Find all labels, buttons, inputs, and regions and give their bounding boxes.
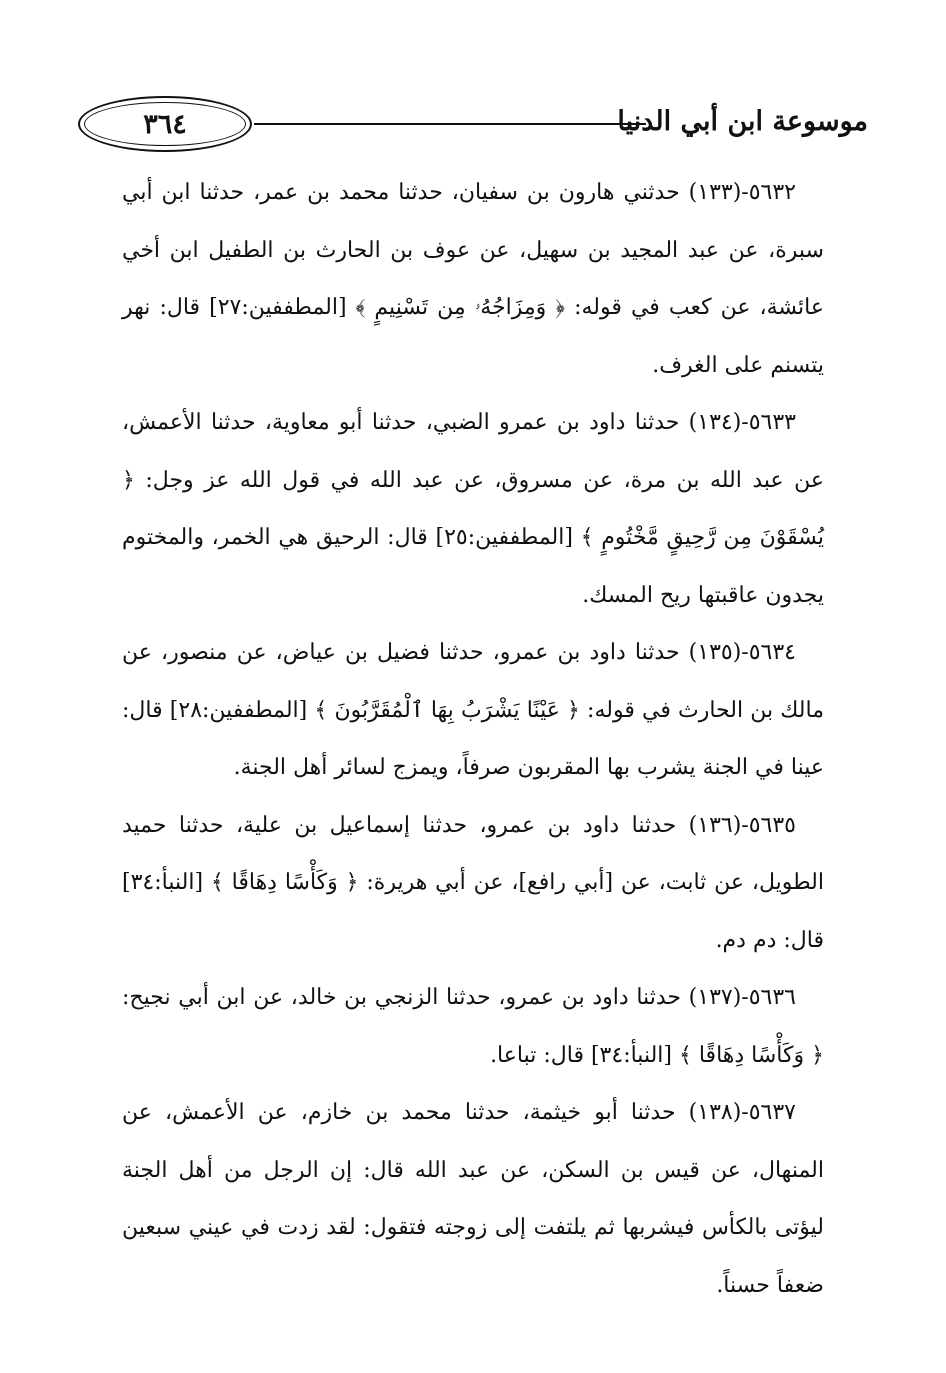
header-rule [254,123,646,125]
page-header [78,96,868,156]
hadith-text: ٥٦٣٢-(١٣٣) حدثني هارون بن سفيان، حدثنا محمد بن عمر، حدثنا ابن أبي سبرة، عن عبد المجيد بن سهيل، عن عوف بن الحارث بن الطفيل ابن أخي عائشة، عن كعب في قوله: ﴿ وَمِزَاجُهُۥ مِن تَسْنِيمٍ ﴾ [المطففين:٢٧] قال: نهر يتسنم على الغرف. [122,180,824,378]
page-number: ٣٦٤ [143,108,187,140]
hadith-paragraph [122,797,824,970]
hadith-text: ٥٦٣٣-(١٣٤) حدثنا داود بن عمرو الضبي، حدثنا أبو معاوية، حدثنا الأعمش، عن عبد الله بن مرة، عن مسروق، عن عبد الله في قول الله عز وجل: ﴿ يُسْقَوْنَ مِن رَّحِيقٍ مَّخْتُومٍ ﴾ [المطففين:٢٥] قال: الرحيق هي الخمر، والمختوم يجدون عاقبتها ريح المسك. [122,410,825,608]
page-number-badge [78,96,252,152]
hadith-text: ٥٦٣٥-(١٣٦) حدثنا داود بن عمرو، حدثنا إسماعيل بن علية، حدثنا حميد الطويل، عن ثابت، عن [أبي رافع]، عن أبي هريرة: ﴿ وَكَأْسًا دِهَاقًا ﴾ [النبأ:٣٤] قال: دم دم. [122,812,824,953]
hadith-text: ٥٦٣٧-(١٣٨) حدثنا أبو خيثمة، حدثنا محمد بن خازم، عن الأعمش، عن المنهال، عن قيس بن السكن، عن عبد الله قال: إن الرجل من أهل الجنة ليؤتى بالكأس فيشربها ثم يلتفت إلى زوجته فتقول: لقد زدت في عيني سبعين ضعفاً حسناً. [122,1100,824,1298]
hadith-paragraph [122,1084,824,1314]
hadith-paragraph [122,394,824,624]
hadith-paragraph [122,624,824,797]
hadith-text: ٥٦٣٦-(١٣٧) حدثنا داود بن عمرو، حدثنا الزنجي بن خالد، عن ابن أبي نجيح: ﴿ وَكَأْسًا دِهَاقًا ﴾ [النبأ:٣٤] قال: تباعا. [122,985,824,1068]
hadith-paragraph [122,164,824,394]
hadith-paragraph [122,969,824,1084]
page-body [122,164,824,1314]
book-title: موسوعة ابن أبي الدنيا [617,106,868,137]
hadith-text: ٥٦٣٤-(١٣٥) حدثنا داود بن عمرو، حدثنا فضيل بن عياض، عن منصور، عن مالك بن الحارث في قوله: ﴿ عَيْنًا يَشْرَبُ بِهَا ٱلْمُقَرَّبُونَ ﴾ [المطففين:٢٨] قال: عينا في الجنة يشرب بها المقربون صرفاً، ويمزج لسائر أهل الجنة. [122,640,825,780]
